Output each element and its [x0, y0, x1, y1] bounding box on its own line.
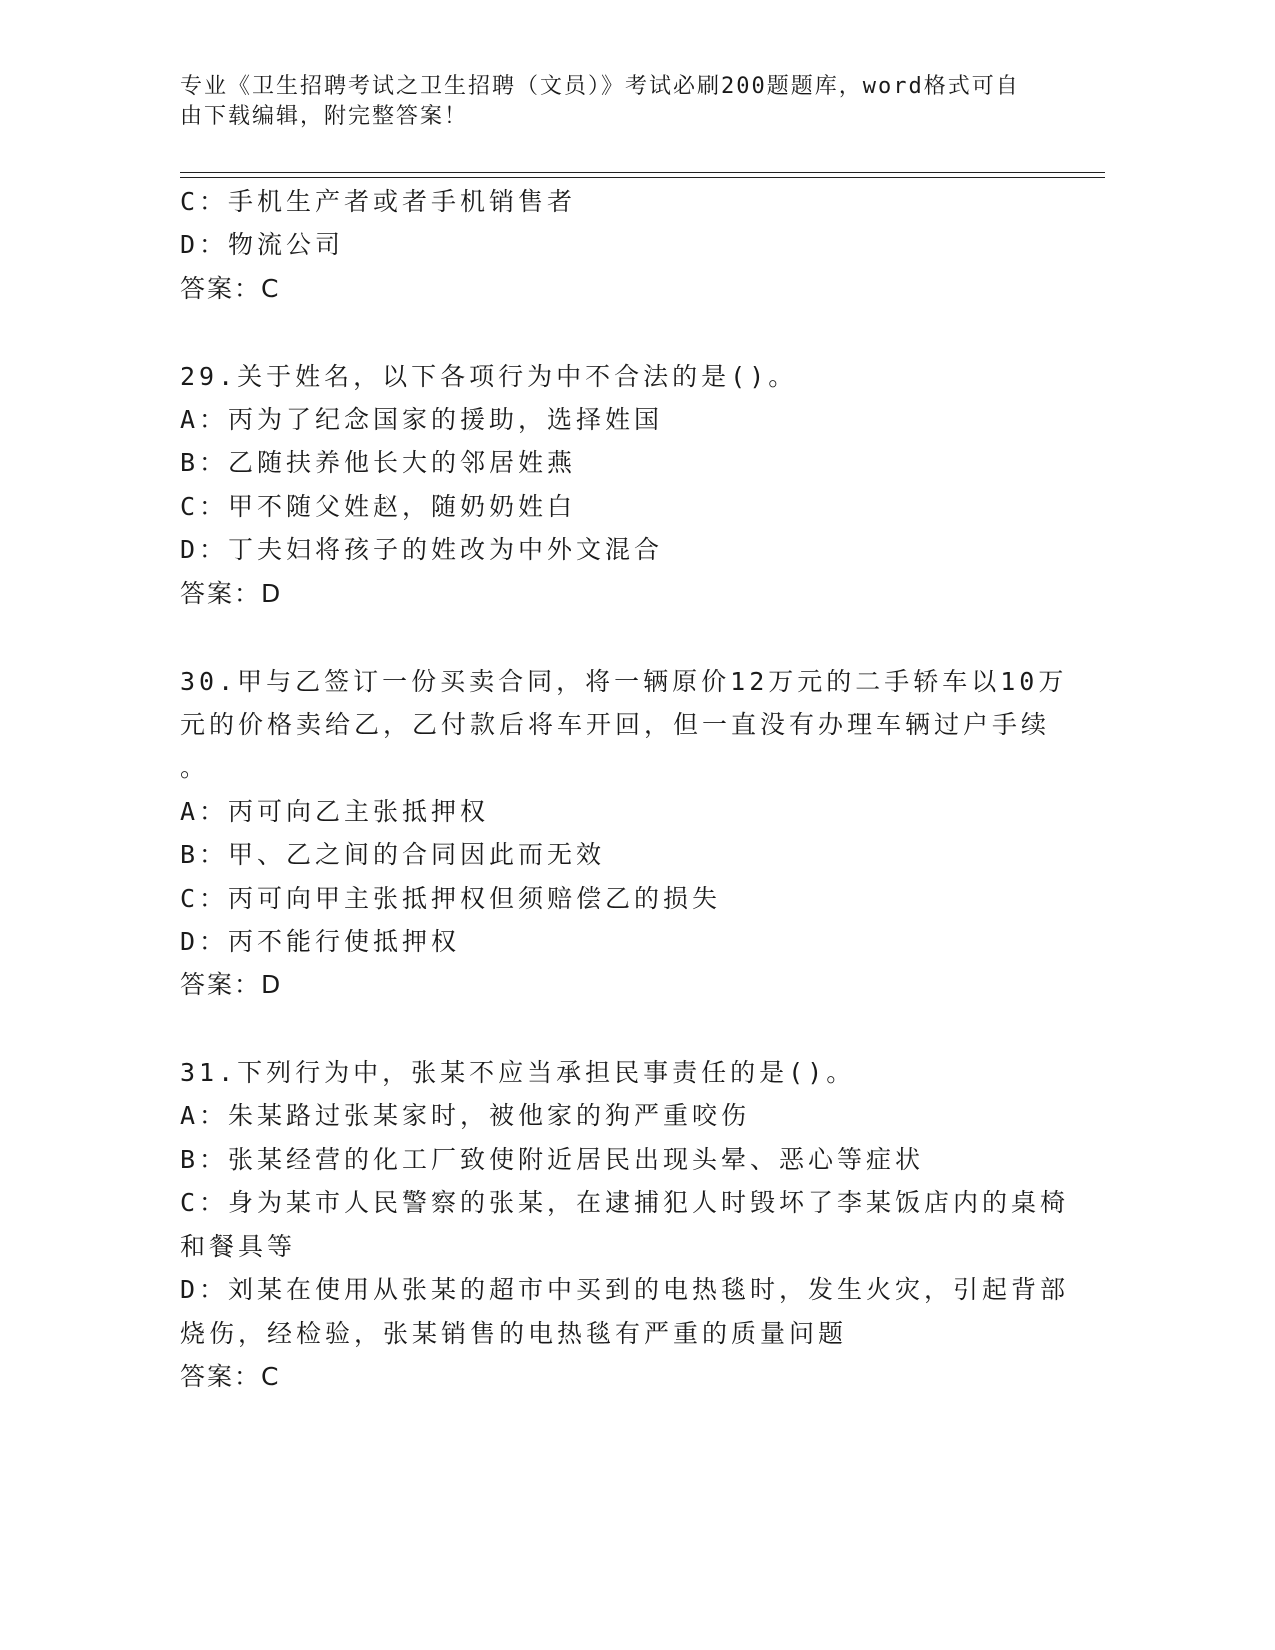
- q31-option-c-line-1: C：身为某市人民警察的张某，在逮捕犯人时毁坏了李某饭店内的桌椅: [180, 1188, 1070, 1217]
- prev-option-d: D：物流公司: [180, 230, 345, 259]
- header-line-1: 专业《卫生招聘考试之卫生招聘（文员）》考试必刷200题题库，word格式可自: [180, 74, 1020, 99]
- q30-option-b: B：甲、乙之间的合同因此而无效: [180, 840, 606, 869]
- q30-option-d: D：丙不能行使抵押权: [180, 927, 461, 956]
- q31-answer: 答案：C: [180, 1362, 281, 1391]
- prev-answer: 答案：C: [180, 274, 281, 303]
- q29-option-c: C：甲不随父姓赵，随奶奶姓白: [180, 492, 577, 521]
- q30-stem-line-1: 30.甲与乙签订一份买卖合同，将一辆原价12万元的二手轿车以10万: [180, 667, 1068, 696]
- header-divider-bottom: [180, 177, 1105, 178]
- q29-option-a: A：丙为了纪念国家的援助，选择姓国: [180, 405, 664, 434]
- q30-option-c: C：丙可向甲主张抵押权但须赔偿乙的损失: [180, 884, 722, 913]
- q29-option-d: D：丁夫妇将孩子的姓改为中外文混合: [180, 535, 664, 564]
- header-line-2: 由下载编辑，附完整答案！: [180, 104, 469, 129]
- q29-answer: 答案：D: [180, 579, 283, 608]
- q31-option-a: A：朱某路过张某家时，被他家的狗严重咬伤: [180, 1101, 751, 1130]
- q31-option-c-line-2: 和餐具等: [180, 1232, 297, 1261]
- q30-stem-line-3: 。: [180, 753, 210, 782]
- q29-stem: 29.关于姓名，以下各项行为中不合法的是()。: [180, 362, 798, 391]
- q31-stem: 31.下列行为中，张某不应当承担民事责任的是()。: [180, 1058, 856, 1087]
- q30-answer: 答案：D: [180, 970, 283, 999]
- q29-option-b: B：乙随扶养他长大的邻居姓燕: [180, 448, 577, 477]
- q31-option-b: B：张某经营的化工厂致使附近居民出现头晕、恶心等症状: [180, 1145, 925, 1174]
- q31-option-d-line-2: 烧伤，经检验，张某销售的电热毯有严重的质量问题: [180, 1319, 848, 1348]
- q31-option-d-line-1: D：刘某在使用从张某的超市中买到的电热毯时，发生火灾，引起背部: [180, 1275, 1070, 1304]
- q30-stem-line-2: 元的价格卖给乙，乙付款后将车开回，但一直没有办理车辆过户手续: [180, 710, 1051, 739]
- header-divider-top: [180, 172, 1105, 173]
- prev-option-c: C：手机生产者或者手机销售者: [180, 187, 577, 216]
- q30-option-a: A：丙可向乙主张抵押权: [180, 797, 490, 826]
- document-header: [180, 72, 1030, 132]
